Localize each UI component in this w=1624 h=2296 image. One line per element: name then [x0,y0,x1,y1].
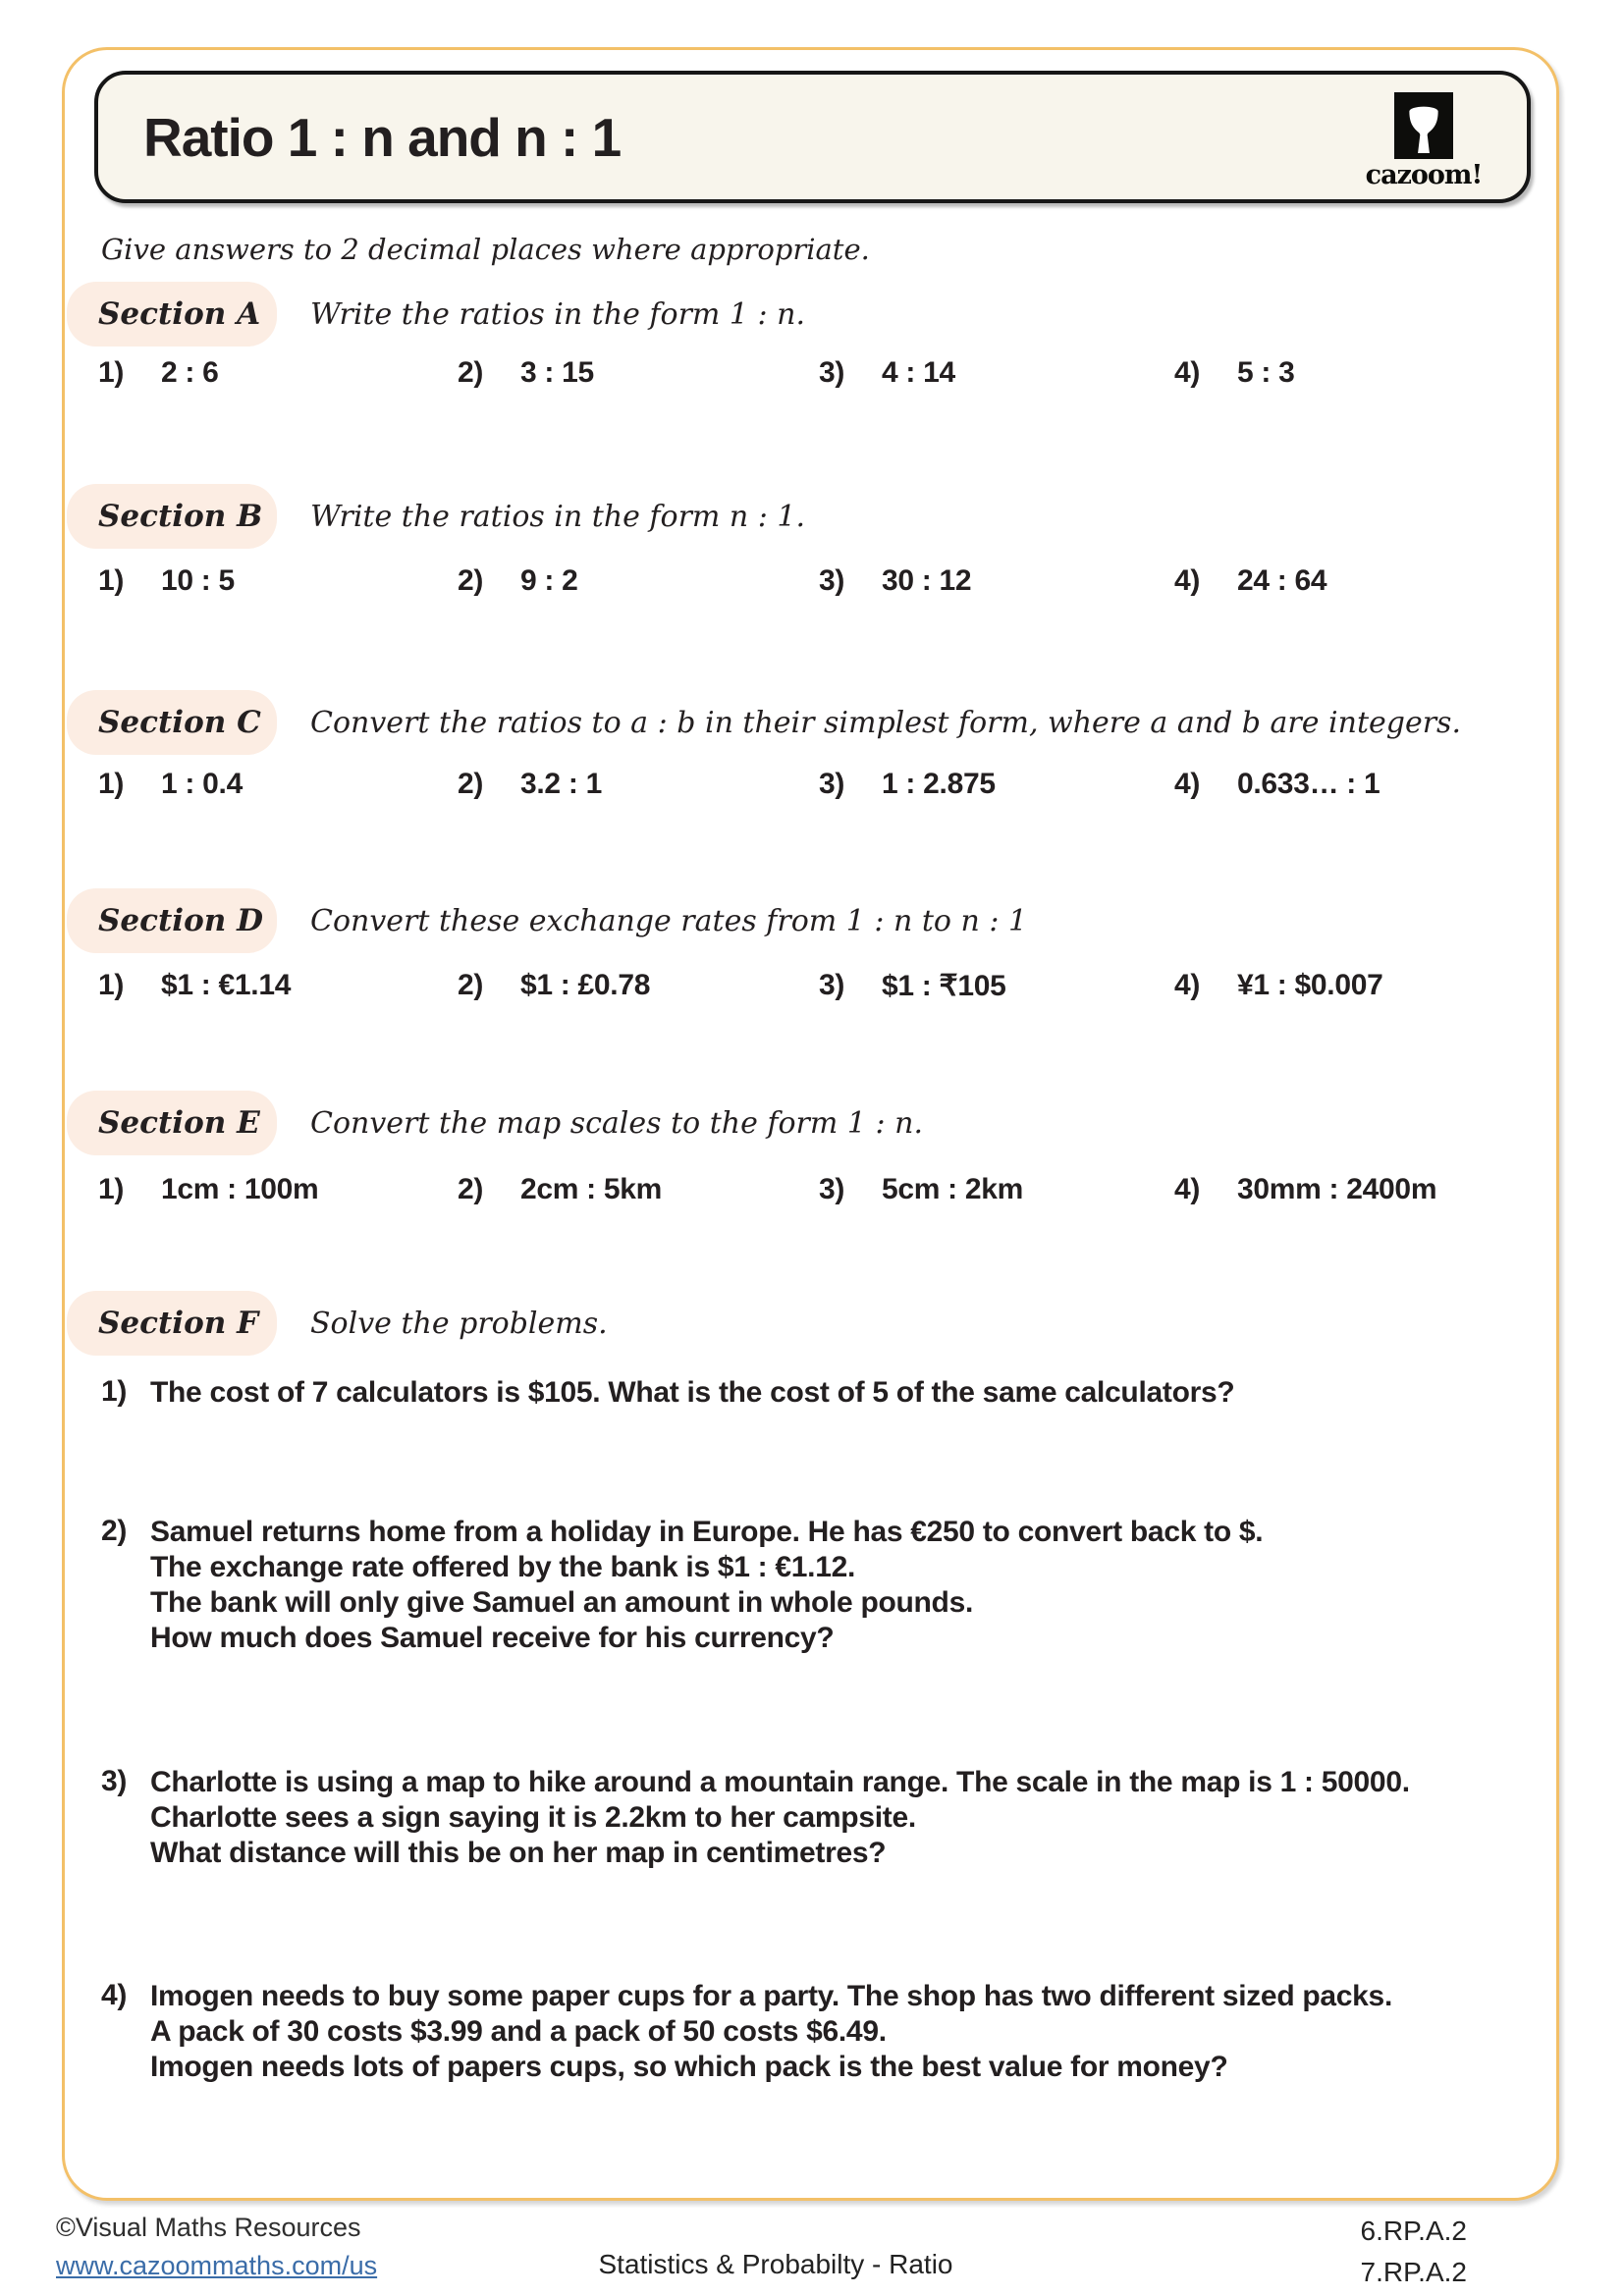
question-b1 [98,564,235,598]
problem-line: What distance will this be on her map in centimetres? [150,1837,887,1869]
footer-standards [1361,2211,1467,2293]
question-number: 3) [819,768,845,800]
question-value: 2cm : 5km [520,1173,663,1205]
section-e [65,1091,1556,1155]
question-number: 1) [98,564,125,597]
question-value: 9 : 2 [520,564,578,597]
question-a4 [1174,356,1295,390]
question-number: 3) [819,1173,845,1205]
problem-line: The bank will only give Samuel an amount in whole pounds. [150,1586,974,1619]
section-b-questions [65,564,1556,604]
problem-2 [101,1515,1263,1656]
question-number: 4) [1174,356,1201,389]
question-c4 [1174,768,1380,801]
section-b [65,484,1556,549]
section-a [65,282,1556,347]
question-value: 30mm : 2400m [1237,1173,1437,1205]
problem-text [150,1765,1410,1871]
problem-text [150,1979,1392,2085]
question-number: 2) [458,1173,484,1205]
question-number: 3) [819,356,845,389]
page-title: Ratio 1 : n and n : 1 [143,106,622,168]
cazoom-website-link[interactable]: www.cazoommaths.com/us [56,2251,378,2280]
question-value: 3 : 15 [520,356,594,389]
problem-number: 3) [101,1765,128,1797]
question-a1 [98,356,219,390]
section-d-label-text: Section D [98,903,263,938]
problem-1 [101,1375,1234,1411]
question-number: 1) [98,768,125,800]
question-b2 [458,564,578,598]
worksheet-border [62,47,1559,2201]
problem-number: 4) [101,1979,128,2011]
cazoom-logo-text: cazoom! [1365,160,1483,190]
question-value: 2 : 6 [161,356,219,389]
question-value: $1 : €1.14 [161,969,292,1001]
question-number: 1) [98,356,125,389]
section-c-label-text: Section C [98,705,261,740]
problem-line: The exchange rate offered by the bank is $1 : €1.12. [150,1551,856,1583]
question-d3 [819,969,1005,1003]
footer-left [56,2209,377,2285]
question-b3 [819,564,971,598]
problem-number: 1) [101,1375,128,1408]
standard-code-2: 7.RP.A.2 [1360,2257,1467,2287]
cazoom-logo [1360,92,1488,190]
section-f-label [67,1291,277,1356]
question-e3 [819,1173,1023,1206]
question-number: 2) [458,969,484,1001]
problem-text [150,1515,1263,1656]
problem-line: Samuel returns home from a holiday in Europe. He has €250 to convert back to $. [150,1516,1264,1548]
worksheet-title-box [94,71,1531,203]
section-c-instruction: Convert the ratios to a : b in their simplest form, where a and b are integers. [310,705,1461,740]
section-f [65,1291,1556,1356]
problem-4 [101,1979,1392,2085]
question-value: 4 : 14 [882,356,955,389]
question-c2 [458,768,602,801]
question-c1 [98,768,243,801]
question-d2 [458,969,650,1002]
question-e1 [98,1173,318,1206]
section-b-instruction: Write the ratios in the form n : 1. [310,499,806,534]
section-e-questions [65,1173,1556,1212]
section-c-label [67,690,277,755]
question-a2 [458,356,594,390]
question-d4 [1174,969,1383,1002]
section-d-instruction: Convert these exchange rates from 1 : n to n : 1 [310,903,1028,938]
section-c [65,690,1556,755]
section-a-instruction: Write the ratios in the form 1 : n. [310,296,806,332]
question-value: 10 : 5 [161,564,235,597]
section-d [65,888,1556,953]
problem-3 [101,1765,1410,1871]
section-e-instruction: Convert the map scales to the form 1 : n. [310,1105,924,1141]
problem-line: Imogen needs to buy some paper cups for a party. The shop has two different sized packs. [150,1980,1392,2012]
answers-instruction: Give answers to 2 decimal places where appropriate. [101,233,870,266]
question-value: 24 : 64 [1237,564,1327,597]
question-e2 [458,1173,662,1206]
problem-line: Charlotte is using a map to hike around a mountain range. The scale in the map is 1 : 50000. [150,1766,1410,1798]
problem-line: Charlotte sees a sign saying it is 2.2km to her campsite. [150,1801,916,1834]
question-a3 [819,356,955,390]
problem-number: 2) [101,1515,128,1547]
question-number: 4) [1174,1173,1201,1205]
footer-topic: Statistics & Probabilty - Ratio [598,2249,953,2279]
djembe-drum-icon [1394,92,1453,159]
problem-line: A pack of 30 costs $3.99 and a pack of 50 costs $6.49. [150,2015,887,2048]
question-value: ¥1 : $0.007 [1237,969,1383,1001]
section-e-label [67,1091,277,1155]
section-d-questions [65,969,1556,1008]
section-a-label [67,282,277,347]
question-c3 [819,768,996,801]
question-value: 3.2 : 1 [520,768,602,800]
question-value: $1 : ₹105 [882,970,1006,1002]
problem-line: Imogen needs lots of papers cups, so which pack is the best value for money? [150,2051,1228,2083]
section-a-questions [65,356,1556,396]
question-value: $1 : £0.78 [520,969,651,1001]
question-value: 30 : 12 [882,564,972,597]
question-value: 1 : 0.4 [161,768,243,800]
question-value: 1cm : 100m [161,1173,319,1205]
question-number: 3) [819,564,845,597]
standard-code-1: 6.RP.A.2 [1360,2216,1467,2246]
section-b-label [67,484,277,549]
question-number: 4) [1174,564,1201,597]
question-e4 [1174,1173,1436,1206]
question-value: 5 : 3 [1237,356,1295,389]
question-number: 1) [98,969,125,1001]
section-f-label-text: Section F [98,1306,259,1341]
section-b-label-text: Section B [98,499,263,534]
problem-text [150,1375,1234,1411]
question-value: 0.633… : 1 [1237,768,1380,800]
problem-line: The cost of 7 calculators is $105. What is the cost of 5 of the same calculators? [150,1376,1235,1409]
copyright-text: ©Visual Maths Resources [56,2213,361,2242]
problem-line: How much does Samuel receive for his currency? [150,1622,835,1654]
question-number: 2) [458,564,484,597]
section-c-questions [65,768,1556,807]
section-a-label-text: Section A [98,296,261,332]
question-number: 1) [98,1173,125,1205]
question-number: 4) [1174,768,1201,800]
question-number: 2) [458,356,484,389]
section-e-label-text: Section E [98,1105,260,1141]
question-number: 3) [819,969,845,1001]
section-d-label [67,888,277,953]
section-f-instruction: Solve the problems. [310,1306,608,1341]
question-b4 [1174,564,1326,598]
question-number: 2) [458,768,484,800]
question-value: 5cm : 2km [882,1173,1024,1205]
question-value: 1 : 2.875 [882,768,996,800]
question-d1 [98,969,291,1002]
question-number: 4) [1174,969,1201,1001]
